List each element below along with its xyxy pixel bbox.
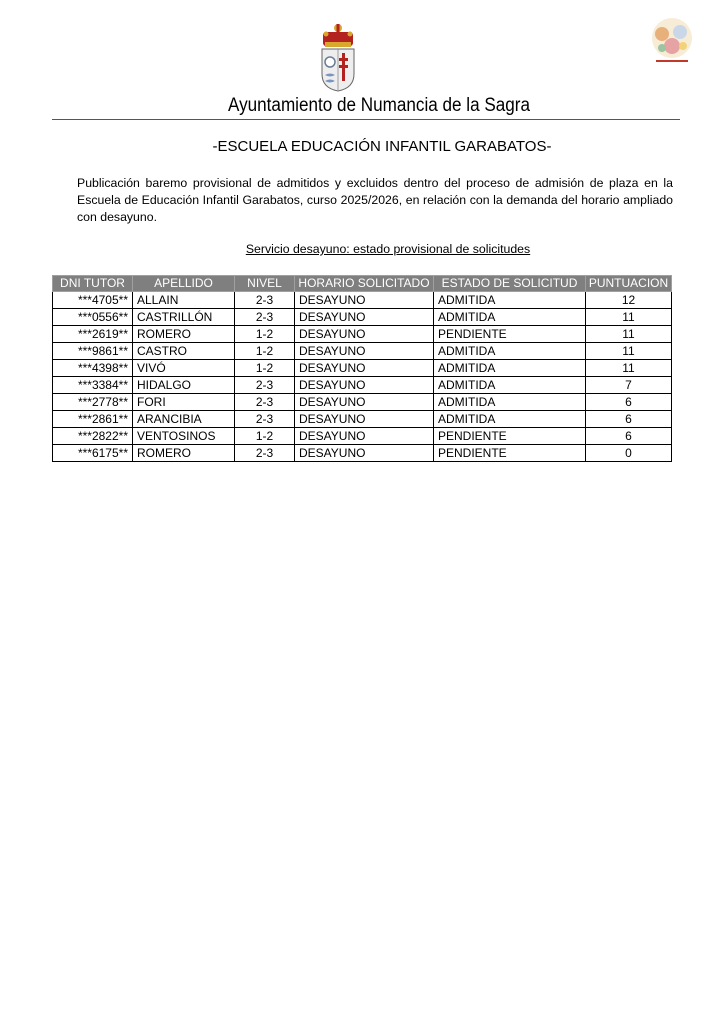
cell-dni: ***2861** [53, 411, 133, 428]
column-header-estado: ESTADO DE SOLICITUD [434, 276, 586, 292]
cell-apellido: ROMERO [133, 326, 235, 343]
table-row [53, 292, 672, 309]
cell-puntuacion: 11 [586, 343, 672, 360]
cell-horario: DESAYUNO [295, 411, 434, 428]
table-row [53, 377, 672, 394]
cell-dni: ***2778** [53, 394, 133, 411]
cell-puntuacion: 0 [586, 445, 672, 462]
cell-puntuacion: 11 [586, 326, 672, 343]
cell-nivel: 2-3 [235, 292, 295, 309]
cell-dni: ***4705** [53, 292, 133, 309]
cell-puntuacion: 6 [586, 394, 672, 411]
table-row [53, 445, 672, 462]
table-row [53, 326, 672, 343]
cell-puntuacion: 6 [586, 428, 672, 445]
cell-puntuacion: 11 [586, 309, 672, 326]
cell-estado: ADMITIDA [434, 309, 586, 326]
cell-puntuacion: 12 [586, 292, 672, 309]
cell-nivel: 1-2 [235, 360, 295, 377]
table-row [53, 428, 672, 445]
school-title: -ESCUELA EDUCACIÓN INFANTIL GARABATOS- [212, 138, 552, 155]
cell-horario: DESAYUNO [295, 428, 434, 445]
column-header-nivel: NIVEL [235, 276, 295, 292]
cell-apellido: CASTRO [133, 343, 235, 360]
cell-apellido: ARANCIBIA [133, 411, 235, 428]
column-header-puntuacion: PUNTUACION [586, 276, 672, 292]
cell-dni: ***9861** [53, 343, 133, 360]
cell-estado: ADMITIDA [434, 394, 586, 411]
cell-estado: ADMITIDA [434, 411, 586, 428]
cell-dni: ***2822** [53, 428, 133, 445]
cell-nivel: 2-3 [235, 445, 295, 462]
cell-nivel: 2-3 [235, 377, 295, 394]
cell-nivel: 1-2 [235, 343, 295, 360]
table-row [53, 309, 672, 326]
cell-puntuacion: 6 [586, 411, 672, 428]
cell-apellido: HIDALGO [133, 377, 235, 394]
cell-estado: ADMITIDA [434, 360, 586, 377]
cell-apellido: VIVÓ [133, 360, 235, 377]
cell-nivel: 2-3 [235, 394, 295, 411]
table-row [53, 394, 672, 411]
cell-apellido: ALLAIN [133, 292, 235, 309]
cell-apellido: ROMERO [133, 445, 235, 462]
applications-table [52, 275, 672, 462]
cell-estado: ADMITIDA [434, 292, 586, 309]
cell-nivel: 2-3 [235, 309, 295, 326]
cell-apellido: CASTRILLÓN [133, 309, 235, 326]
cell-dni: ***4398** [53, 360, 133, 377]
municipal-crest-logo [318, 22, 358, 92]
cell-estado: PENDIENTE [434, 326, 586, 343]
column-header-horario: HORARIO SOLICITADO [295, 276, 434, 292]
cell-dni: ***2619** [53, 326, 133, 343]
cell-dni: ***3384** [53, 377, 133, 394]
table-caption: Servicio desayuno: estado provisional de solicitudes [245, 242, 531, 256]
school-garabatos-logo [644, 14, 700, 66]
cell-estado: PENDIENTE [434, 445, 586, 462]
cell-estado: ADMITIDA [434, 377, 586, 394]
table-row [53, 343, 672, 360]
cell-apellido: VENTOSINOS [133, 428, 235, 445]
cell-horario: DESAYUNO [295, 394, 434, 411]
cell-nivel: 1-2 [235, 326, 295, 343]
header-divider [52, 119, 680, 120]
cell-horario: DESAYUNO [295, 326, 434, 343]
column-header-apellido: APELLIDO [133, 276, 235, 292]
municipality-title: Ayuntamiento de Numancia de la Sagra [228, 95, 530, 116]
cell-apellido: FORI [133, 394, 235, 411]
table-header-row [53, 276, 672, 292]
cell-estado: PENDIENTE [434, 428, 586, 445]
cell-nivel: 1-2 [235, 428, 295, 445]
cell-nivel: 2-3 [235, 411, 295, 428]
cell-horario: DESAYUNO [295, 343, 434, 360]
cell-horario: DESAYUNO [295, 309, 434, 326]
cell-horario: DESAYUNO [295, 360, 434, 377]
intro-paragraph: Publicación baremo provisional de admitidos y excluidos dentro del proceso de admisión de plaza en la Escuela de Educación Infantil Garabatos, curso 2025/2026, en relación con la demanda del horario ampliado con desayuno. [77, 176, 673, 224]
cell-horario: DESAYUNO [295, 445, 434, 462]
cell-puntuacion: 7 [586, 377, 672, 394]
table-row [53, 411, 672, 428]
table-row [53, 360, 672, 377]
cell-dni: ***6175** [53, 445, 133, 462]
cell-puntuacion: 11 [586, 360, 672, 377]
cell-estado: ADMITIDA [434, 343, 586, 360]
column-header-dni: DNI TUTOR [53, 276, 133, 292]
table-body [53, 292, 672, 462]
cell-dni: ***0556** [53, 309, 133, 326]
cell-horario: DESAYUNO [295, 292, 434, 309]
cell-horario: DESAYUNO [295, 377, 434, 394]
